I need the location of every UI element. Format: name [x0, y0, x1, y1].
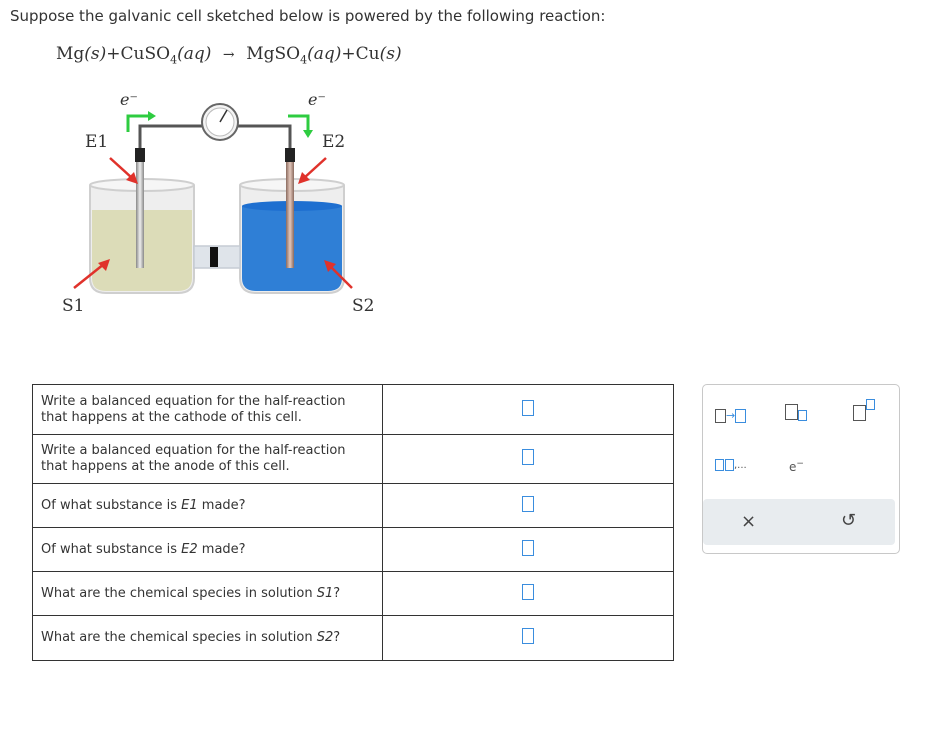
box-icon [853, 405, 866, 421]
question-text: Of what substance is [41, 497, 182, 513]
answer-placeholder-box[interactable] [522, 540, 534, 556]
box-icon [735, 409, 746, 423]
electron-button[interactable] [789, 459, 804, 474]
answer-e1-field[interactable] [382, 484, 673, 528]
galvanic-cell-figure [50, 88, 390, 328]
question-row-s1 [33, 572, 674, 616]
answer-placeholder-box[interactable] [522, 496, 534, 512]
answer-cathode-field[interactable] [382, 385, 673, 435]
undo-button[interactable] [841, 510, 856, 531]
electron-flow-arrowhead-left [148, 111, 156, 121]
question-text: that happens at the anode of this cell. [41, 459, 290, 474]
problem-intro: Suppose the galvanic cell sketched below is powered by the following reaction: [10, 7, 606, 25]
reactant-cuso4: CuSO [120, 44, 171, 64]
reaction-arrow-template-button[interactable] [715, 405, 746, 424]
electron-symbol: e [789, 460, 797, 474]
plus-sign: + [341, 44, 356, 64]
overall-reaction [56, 44, 402, 66]
electron-flow-arrowhead-right [303, 130, 313, 138]
answer-placeholder-box[interactable] [522, 449, 534, 465]
voltmeter [202, 104, 238, 140]
answer-placeholder-box[interactable] [522, 628, 534, 644]
answer-placeholder-box[interactable] [522, 400, 534, 416]
answer-anode-field[interactable] [382, 435, 673, 484]
state-label: (s) [84, 44, 107, 64]
pointer-arrow-e2 [304, 158, 326, 178]
question-text: Write a balanced equation for the half-reaction [41, 443, 346, 458]
box-icon [725, 459, 734, 471]
question-symbol: S1 [316, 585, 334, 601]
electrode-cap-left [135, 148, 145, 162]
label-s1: S1 [62, 296, 85, 316]
question-row-cathode [33, 385, 674, 435]
superscript-template-button[interactable] [853, 399, 875, 421]
answer-s2-field[interactable] [382, 616, 673, 661]
question-text: made? [197, 541, 246, 557]
label-s2: S2 [352, 296, 375, 316]
reaction-arrow: → [222, 47, 235, 63]
subscript-template-button[interactable] [785, 401, 807, 421]
subscript: 4 [300, 53, 308, 67]
question-row-e2 [33, 528, 674, 572]
ellipsis-label: ,... [734, 460, 747, 471]
subscript-box-icon [798, 410, 807, 421]
question-symbol: E2 [181, 541, 198, 557]
question-symbol: S2 [316, 630, 334, 645]
action-bar [703, 499, 895, 545]
question-text: Write a balanced equation for the half-reaction [41, 393, 346, 409]
question-text: ? [333, 630, 341, 645]
product-cu: Cu [355, 44, 380, 64]
question-row-anode [33, 435, 674, 484]
label-e1: E1 [85, 132, 109, 152]
arrow-icon: → [726, 409, 736, 422]
input-palette [702, 384, 900, 554]
question-anode [33, 435, 383, 484]
state-label: (aq) [177, 44, 212, 64]
product-mgso4: MgSO [246, 44, 301, 64]
question-row-s2 [33, 616, 674, 661]
electrode-e2 [286, 162, 294, 268]
question-text: What are the chemical species in solution [41, 630, 317, 645]
question-text: ? [333, 585, 341, 601]
box-icon [715, 409, 726, 423]
question-e1 [33, 484, 383, 528]
electron-label-right: e⁻ [308, 90, 326, 109]
clear-button[interactable] [741, 511, 756, 532]
question-text: Of what substance is [41, 541, 182, 557]
question-symbol: E1 [181, 497, 198, 513]
minus-sign-icon: − [796, 459, 804, 469]
close-icon: × [741, 511, 757, 532]
question-s1 [33, 572, 383, 616]
reactant-mg: Mg [56, 44, 85, 64]
subscript: 4 [170, 53, 178, 67]
question-text: that happens at the cathode of this cell. [41, 409, 302, 425]
list-template-button[interactable] [715, 459, 747, 471]
wire-left [140, 126, 202, 151]
question-text: What are the chemical species in solution [41, 585, 317, 601]
box-icon [785, 404, 798, 420]
box-icon [715, 459, 724, 471]
superscript-box-icon [866, 399, 875, 410]
electrode-cap-right [285, 148, 295, 162]
state-label: (aq) [307, 44, 342, 64]
state-label: (s) [379, 44, 402, 64]
label-e2: E2 [322, 132, 346, 152]
pointer-arrow-e1 [110, 158, 132, 178]
salt-bridge [194, 246, 240, 268]
undo-icon: ↺ [841, 510, 857, 531]
questions-table [32, 384, 674, 661]
answer-s1-field[interactable] [382, 572, 673, 616]
plus-sign: + [106, 44, 121, 64]
question-cathode [33, 385, 383, 435]
answer-placeholder-box[interactable] [522, 584, 534, 600]
answer-e2-field[interactable] [382, 528, 673, 572]
electron-flow-arrow-left [128, 116, 148, 132]
question-text: made? [197, 497, 246, 513]
question-s2 [33, 616, 383, 661]
question-e2 [33, 528, 383, 572]
electron-label-left: e⁻ [120, 90, 138, 109]
electrode-e1 [136, 162, 144, 268]
wire-right [238, 126, 290, 151]
galvanic-cell-drawing [50, 88, 390, 328]
question-row-e1 [33, 484, 674, 528]
